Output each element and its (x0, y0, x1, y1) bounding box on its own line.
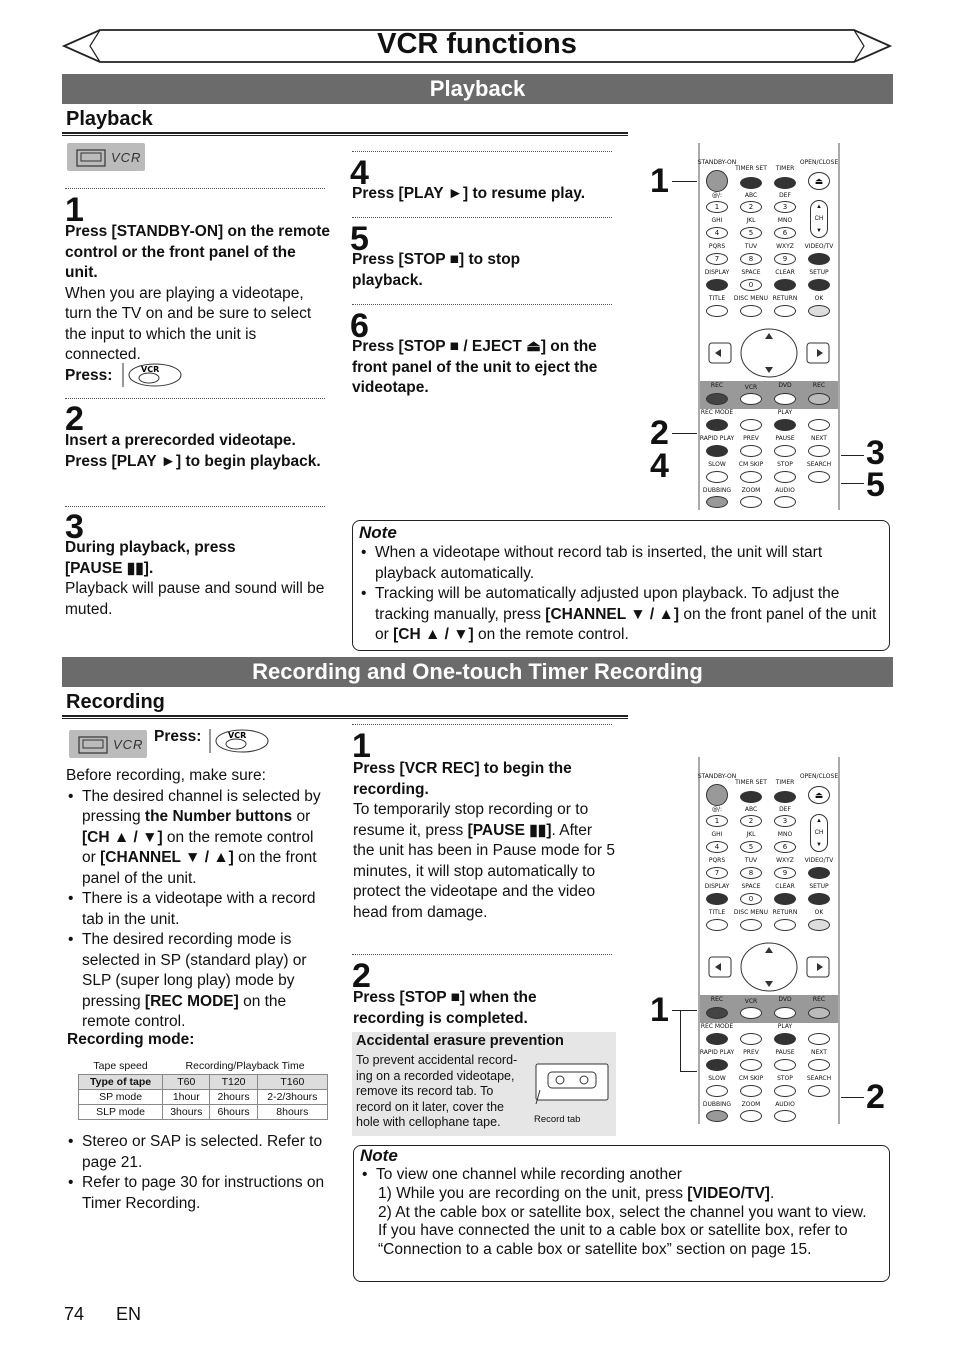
remote-label: ABC (744, 806, 758, 813)
dvd-mode-button (774, 1007, 796, 1019)
remote-control-diagram (697, 757, 841, 1124)
heading-rule-thin (62, 718, 628, 719)
remote-label: NEXT (811, 1049, 827, 1056)
table-header: Recording/Playback Time (185, 1060, 305, 1073)
setup-button (808, 893, 830, 905)
note-bullet: • When a videotape without record tab is inserted, the unit will start playback automatically. (359, 543, 881, 584)
recording-heading: Recording (66, 691, 165, 713)
step-text: To temporarily stop recording or to resume it, press [PAUSE ▮▮]. After the unit has been in Pause mode for 5 minutes, it will stop automatically to protect the videotape and the video head from damage. (353, 801, 615, 921)
callout-number: 1 (650, 991, 669, 1029)
number-key-0: 0 (740, 279, 762, 291)
remote-label: VCR (744, 998, 758, 1005)
remote-control-diagram (697, 143, 841, 510)
timer-set-button (740, 791, 762, 803)
remote-label: TITLE (708, 909, 726, 916)
number-key-7: 7 (706, 867, 728, 879)
pause-button (774, 445, 796, 457)
remote-label: RAPID PLAY (699, 1049, 735, 1056)
remote-label: ABC (744, 192, 758, 199)
remote-label: SETUP (809, 269, 829, 276)
step-instruction: Press [STANDBY-ON] on the remote control or the front panel of the unit. (65, 223, 330, 281)
number-key-5: 5 (740, 227, 762, 239)
remote-label: PQRS (708, 857, 726, 864)
remote-label: TIMER SET (735, 779, 767, 786)
table-row: SLP mode 3hours 6hours 8hours (79, 1104, 328, 1119)
dvd-mode-button (774, 393, 796, 405)
remote-label: JKL (746, 217, 756, 224)
remote-label: STANDBY-ON (697, 773, 737, 780)
display-button (706, 893, 728, 905)
number-key-8: 8 (740, 867, 762, 879)
vcr-button-icon (119, 360, 183, 390)
remote-label: PREV (743, 435, 759, 442)
remote-label: DUBBING (702, 1101, 732, 1108)
callout-number: 2 (650, 414, 669, 452)
recording-mode-label: Recording mode: (67, 1031, 195, 1048)
number-key-1: 1 (706, 815, 728, 827)
number-key-5: 5 (740, 841, 762, 853)
forward-button (808, 419, 830, 431)
callout-number: 5 (866, 466, 885, 504)
number-key-9: 9 (774, 253, 796, 265)
checklist-item: • The desired channel is selected by pressing the Number buttons or [CH ▲ / ▼] on the remote control or [CHANNEL ▼ / ▲] on the front panel of the unit. (66, 787, 330, 890)
step-instruction: Press [STOP ■] when the recording is completed. (353, 989, 537, 1027)
remote-label: SPACE (741, 883, 761, 890)
display-button (706, 279, 728, 291)
remote-label: REC (812, 996, 826, 1003)
table-col: T120 (210, 1074, 257, 1089)
remote-label: @/: (711, 192, 723, 199)
remote-label: SLOW (708, 461, 726, 468)
divider (352, 151, 612, 152)
remote-label: DEF (779, 192, 791, 199)
title-button (706, 305, 728, 317)
step-instruction: Press [STOP ■ / EJECT ⏏] on the front panel of the unit to eject the videotape. (352, 338, 598, 396)
number-key-6: 6 (774, 841, 796, 853)
remote-label: REC MODE (700, 409, 734, 416)
remote-label: CM SKIP (738, 1075, 764, 1082)
divider (352, 724, 612, 725)
number-key-1: 1 (706, 201, 728, 213)
remote-label: WXYZ (776, 857, 794, 864)
erasure-box (352, 1032, 616, 1136)
callout-line (680, 1010, 681, 1072)
slow-button (706, 471, 728, 483)
step-instruction: Press [VCR REC] to begin the recording. (353, 760, 572, 798)
remote-label: AUDIO (775, 1101, 795, 1108)
step-instruction: During playback, press [PAUSE ▮▮]. (65, 539, 236, 577)
play-button (774, 1033, 796, 1045)
remote-label: DISC MENU (733, 909, 769, 916)
press-label: Press: (65, 366, 113, 384)
record-tab-label: Record tab (534, 1114, 581, 1125)
remote-label: STOP (777, 461, 793, 468)
page-title-banner (60, 26, 894, 66)
step-number: 1 (65, 191, 84, 229)
remote-label: DUBBING (702, 487, 732, 494)
remote-label: JKL (746, 831, 756, 838)
remote-label: PAUSE (775, 1049, 795, 1056)
step-text: When you are playing a videotape, turn the TV on and be sure to select the input to which the unit is connected. (65, 284, 312, 363)
remote-label: REC (812, 382, 826, 389)
dvd-rec-button (808, 1007, 830, 1019)
remote-label: CLEAR (775, 883, 795, 890)
play-button (774, 419, 796, 431)
remote-label: DISPLAY (704, 883, 730, 890)
video-tv-button (808, 253, 830, 265)
rapid-play-button (706, 1059, 728, 1071)
section-bar-playback: Playback (62, 74, 893, 104)
number-key-7: 7 (706, 253, 728, 265)
remote-label: MNO (777, 217, 793, 224)
number-key-0: 0 (740, 893, 762, 905)
before-text: Before recording, make sure: (66, 767, 266, 784)
rec-mode-button (706, 1033, 728, 1045)
rewind-button (740, 1033, 762, 1045)
checklist-item: • There is a videotape with a record tab in the unit. (66, 889, 330, 930)
remote-label: TUV (744, 243, 758, 250)
note-bullet: • Tracking will be automatically adjusted upon playback. To adjust the tracking manually, press [CHANNEL ▼ / ▲] on the front panel of the unit or [CH ▲ / ▼] on the remote control. (359, 584, 881, 646)
note-title: Note (359, 523, 397, 542)
remote-label: TUV (744, 857, 758, 864)
return-button (774, 919, 796, 931)
arrow-pad (707, 323, 831, 383)
note-box (353, 1145, 890, 1282)
divider (65, 398, 325, 399)
table-header: Type of tape (79, 1074, 163, 1089)
remote-label: REC (710, 382, 724, 389)
remote-label: DISC MENU (733, 295, 769, 302)
remote-label: TITLE (708, 295, 726, 302)
remote-label: PREV (743, 1049, 759, 1056)
vcr-badge (67, 143, 145, 171)
callout-number: 1 (650, 162, 669, 200)
vcr-badge-label: VCR (111, 150, 142, 165)
video-tv-button (808, 867, 830, 879)
remote-label: ZOOM (741, 1101, 761, 1108)
vcr-badge-label: VCR (113, 737, 144, 752)
ok-button (808, 919, 830, 931)
playback-heading: Playback (66, 108, 153, 130)
next-button (808, 1059, 830, 1071)
step-number: 6 (350, 307, 369, 345)
remote-label: TIMER (775, 165, 795, 172)
remote-label: REC MODE (700, 1023, 734, 1030)
erasure-title: Accidental erasure prevention (356, 1033, 564, 1049)
heading-rule (62, 715, 628, 717)
next-button (808, 445, 830, 457)
slow-button (706, 1085, 728, 1097)
eject-icon: ⏏ (808, 172, 830, 190)
number-key-4: 4 (706, 841, 728, 853)
remote-label: SETUP (809, 883, 829, 890)
remote-label: GHI (711, 217, 723, 224)
table-col: T160 (257, 1074, 327, 1089)
section-bar-recording: Recording and One-touch Timer Recording (62, 657, 893, 687)
heading-rule-thin (62, 135, 628, 136)
callout-number: 4 (650, 447, 669, 485)
press-label: Press: (154, 728, 202, 745)
note-substep: 1) While you are recording on the unit, press [VIDEO/TV]. (378, 1184, 775, 1202)
disc-menu-button (740, 305, 762, 317)
number-key-4: 4 (706, 227, 728, 239)
divider (65, 506, 325, 507)
pause-button (774, 1059, 796, 1071)
remote-label: SEARCH (806, 461, 832, 468)
language-code: EN (116, 1304, 142, 1324)
remote-label: SEARCH (806, 1075, 832, 1082)
note-paragraph: If you have connected the unit to a cable box or satellite box, refer to “Connection to a cable box or satellite box” section on page 15. (378, 1222, 848, 1259)
setup-button (808, 279, 830, 291)
checklist-item: • The desired recording mode is selected in SP (standard play) or SLP (super long play) mode by pressing [REC MODE] on the remote control. (66, 930, 330, 1033)
remote-label: DEF (779, 806, 791, 813)
vcr-badge (69, 730, 147, 758)
standby-button (706, 784, 728, 806)
remote-label: OK (814, 295, 824, 302)
table-header: Tape speed (93, 1060, 148, 1073)
remote-label: DISPLAY (704, 269, 730, 276)
step-number: 3 (65, 508, 84, 546)
remote-label: STOP (777, 1075, 793, 1082)
search-button (808, 471, 830, 483)
note-bullet: • To view one channel while recording another (360, 1166, 883, 1185)
vcr-icon-text: VCR (141, 364, 160, 374)
page-title: VCR functions (377, 28, 577, 60)
prev-button (740, 445, 762, 457)
checklist-item: • Refer to page 30 for instructions on Timer Recording. (66, 1173, 330, 1214)
table-col: T60 (163, 1074, 210, 1089)
table-row: SP mode 1hour 2hours 2-2/3hours (79, 1089, 328, 1104)
note-title: Note (360, 1146, 398, 1165)
divider (352, 954, 612, 955)
return-button (774, 305, 796, 317)
note-box (352, 520, 890, 651)
remote-label: PAUSE (775, 435, 795, 442)
remote-label: MNO (777, 831, 793, 838)
note-substep: 2) At the cable box or satellite box, select the channel you want to view. (378, 1203, 867, 1221)
remote-label: PLAY (777, 1023, 793, 1030)
channel-rocker: ▲ CH ▼ (810, 200, 828, 238)
step-instruction: Press [STOP ■] to stop playback. (352, 251, 521, 289)
number-key-8: 8 (740, 253, 762, 265)
callout-number: 3 (866, 434, 885, 472)
recording-time-table (78, 1059, 328, 1120)
erasure-text: To prevent accidental record-ing on a recorded videotape, remove its record tab. To record on it later, cover the hole with cellophane tape. (356, 1053, 518, 1129)
dubbing-button (706, 1110, 728, 1122)
standby-button (706, 170, 728, 192)
step-number: 5 (350, 220, 369, 258)
channel-rocker: ▲ CH ▼ (810, 814, 828, 852)
number-key-6: 6 (774, 227, 796, 239)
remote-label: PQRS (708, 243, 726, 250)
timer-set-button (740, 177, 762, 189)
dvd-rec-button (808, 393, 830, 405)
rec-button (706, 1007, 728, 1019)
remote-label: ZOOM (741, 487, 761, 494)
divider (352, 217, 612, 218)
rewind-button (740, 419, 762, 431)
remote-label: OPEN/CLOSE (799, 773, 839, 780)
step-instruction: Press [PLAY ►] to resume play. (352, 185, 586, 202)
dubbing-button (706, 496, 728, 508)
rec-button (706, 393, 728, 405)
number-key-3: 3 (774, 201, 796, 213)
audio-button (774, 496, 796, 508)
remote-label: TIMER SET (735, 165, 767, 172)
remote-label: PLAY (777, 409, 793, 416)
vcr-icon-text: VCR (228, 731, 247, 740)
remote-label: DVD (778, 996, 792, 1003)
clear-button (774, 893, 796, 905)
page-number: 74 (64, 1304, 85, 1324)
disc-menu-button (740, 919, 762, 931)
eject-icon: ⏏ (808, 786, 830, 804)
step-number: 4 (350, 154, 369, 192)
number-key-9: 9 (774, 867, 796, 879)
cm-skip-button (740, 1085, 762, 1097)
rec-mode-button (706, 419, 728, 431)
step-number: 2 (65, 400, 84, 438)
zoom-button (740, 496, 762, 508)
timer-button (774, 791, 796, 803)
number-key-2: 2 (740, 201, 762, 213)
divider (65, 188, 325, 189)
vcr-mode-button (740, 1007, 762, 1019)
remote-label: VIDEO/TV (804, 243, 834, 250)
rapid-play-button (706, 445, 728, 457)
remote-label: CLEAR (775, 269, 795, 276)
remote-label: RETURN (772, 295, 798, 302)
cm-skip-button (740, 471, 762, 483)
remote-label: VCR (744, 384, 758, 391)
prev-button (740, 1059, 762, 1071)
remote-label: NEXT (811, 435, 827, 442)
stop-button (774, 1085, 796, 1097)
number-key-3: 3 (774, 815, 796, 827)
remote-label: CM SKIP (738, 461, 764, 468)
step-text: Playback will pause and sound will be muted. (65, 580, 325, 618)
remote-label: DVD (778, 382, 792, 389)
step-number: 2 (352, 957, 371, 995)
remote-label: GHI (711, 831, 723, 838)
timer-button (774, 177, 796, 189)
remote-label: OPEN/CLOSE (799, 159, 839, 166)
remote-label: SLOW (708, 1075, 726, 1082)
step-instruction: Insert a prerecorded videotape. Press [PLAY ►] to begin playback. (65, 432, 321, 470)
remote-label: TIMER (775, 779, 795, 786)
step-number: 1 (352, 727, 371, 765)
remote-label: RAPID PLAY (699, 435, 735, 442)
stop-button (774, 471, 796, 483)
ok-button (808, 305, 830, 317)
remote-label: WXYZ (776, 243, 794, 250)
callout-number: 2 (866, 1078, 885, 1116)
divider (352, 304, 612, 305)
vcr-button-icon (206, 726, 270, 756)
title-button (706, 919, 728, 931)
arrow-pad (707, 937, 831, 997)
remote-label: AUDIO (775, 487, 795, 494)
checklist-item: • Stereo or SAP is selected. Refer to page 21. (66, 1132, 330, 1173)
remote-label: STANDBY-ON (697, 159, 737, 166)
vcr-mode-button (740, 393, 762, 405)
remote-label: VIDEO/TV (804, 857, 834, 864)
cassette-icon (532, 1060, 612, 1106)
search-button (808, 1085, 830, 1097)
heading-rule (62, 132, 628, 134)
audio-button (774, 1110, 796, 1122)
remote-label: SPACE (741, 269, 761, 276)
remote-label: REC (710, 996, 724, 1003)
clear-button (774, 279, 796, 291)
number-key-2: 2 (740, 815, 762, 827)
remote-label: @/: (711, 806, 723, 813)
zoom-button (740, 1110, 762, 1122)
remote-label: RETURN (772, 909, 798, 916)
remote-label: OK (814, 909, 824, 916)
forward-button (808, 1033, 830, 1045)
